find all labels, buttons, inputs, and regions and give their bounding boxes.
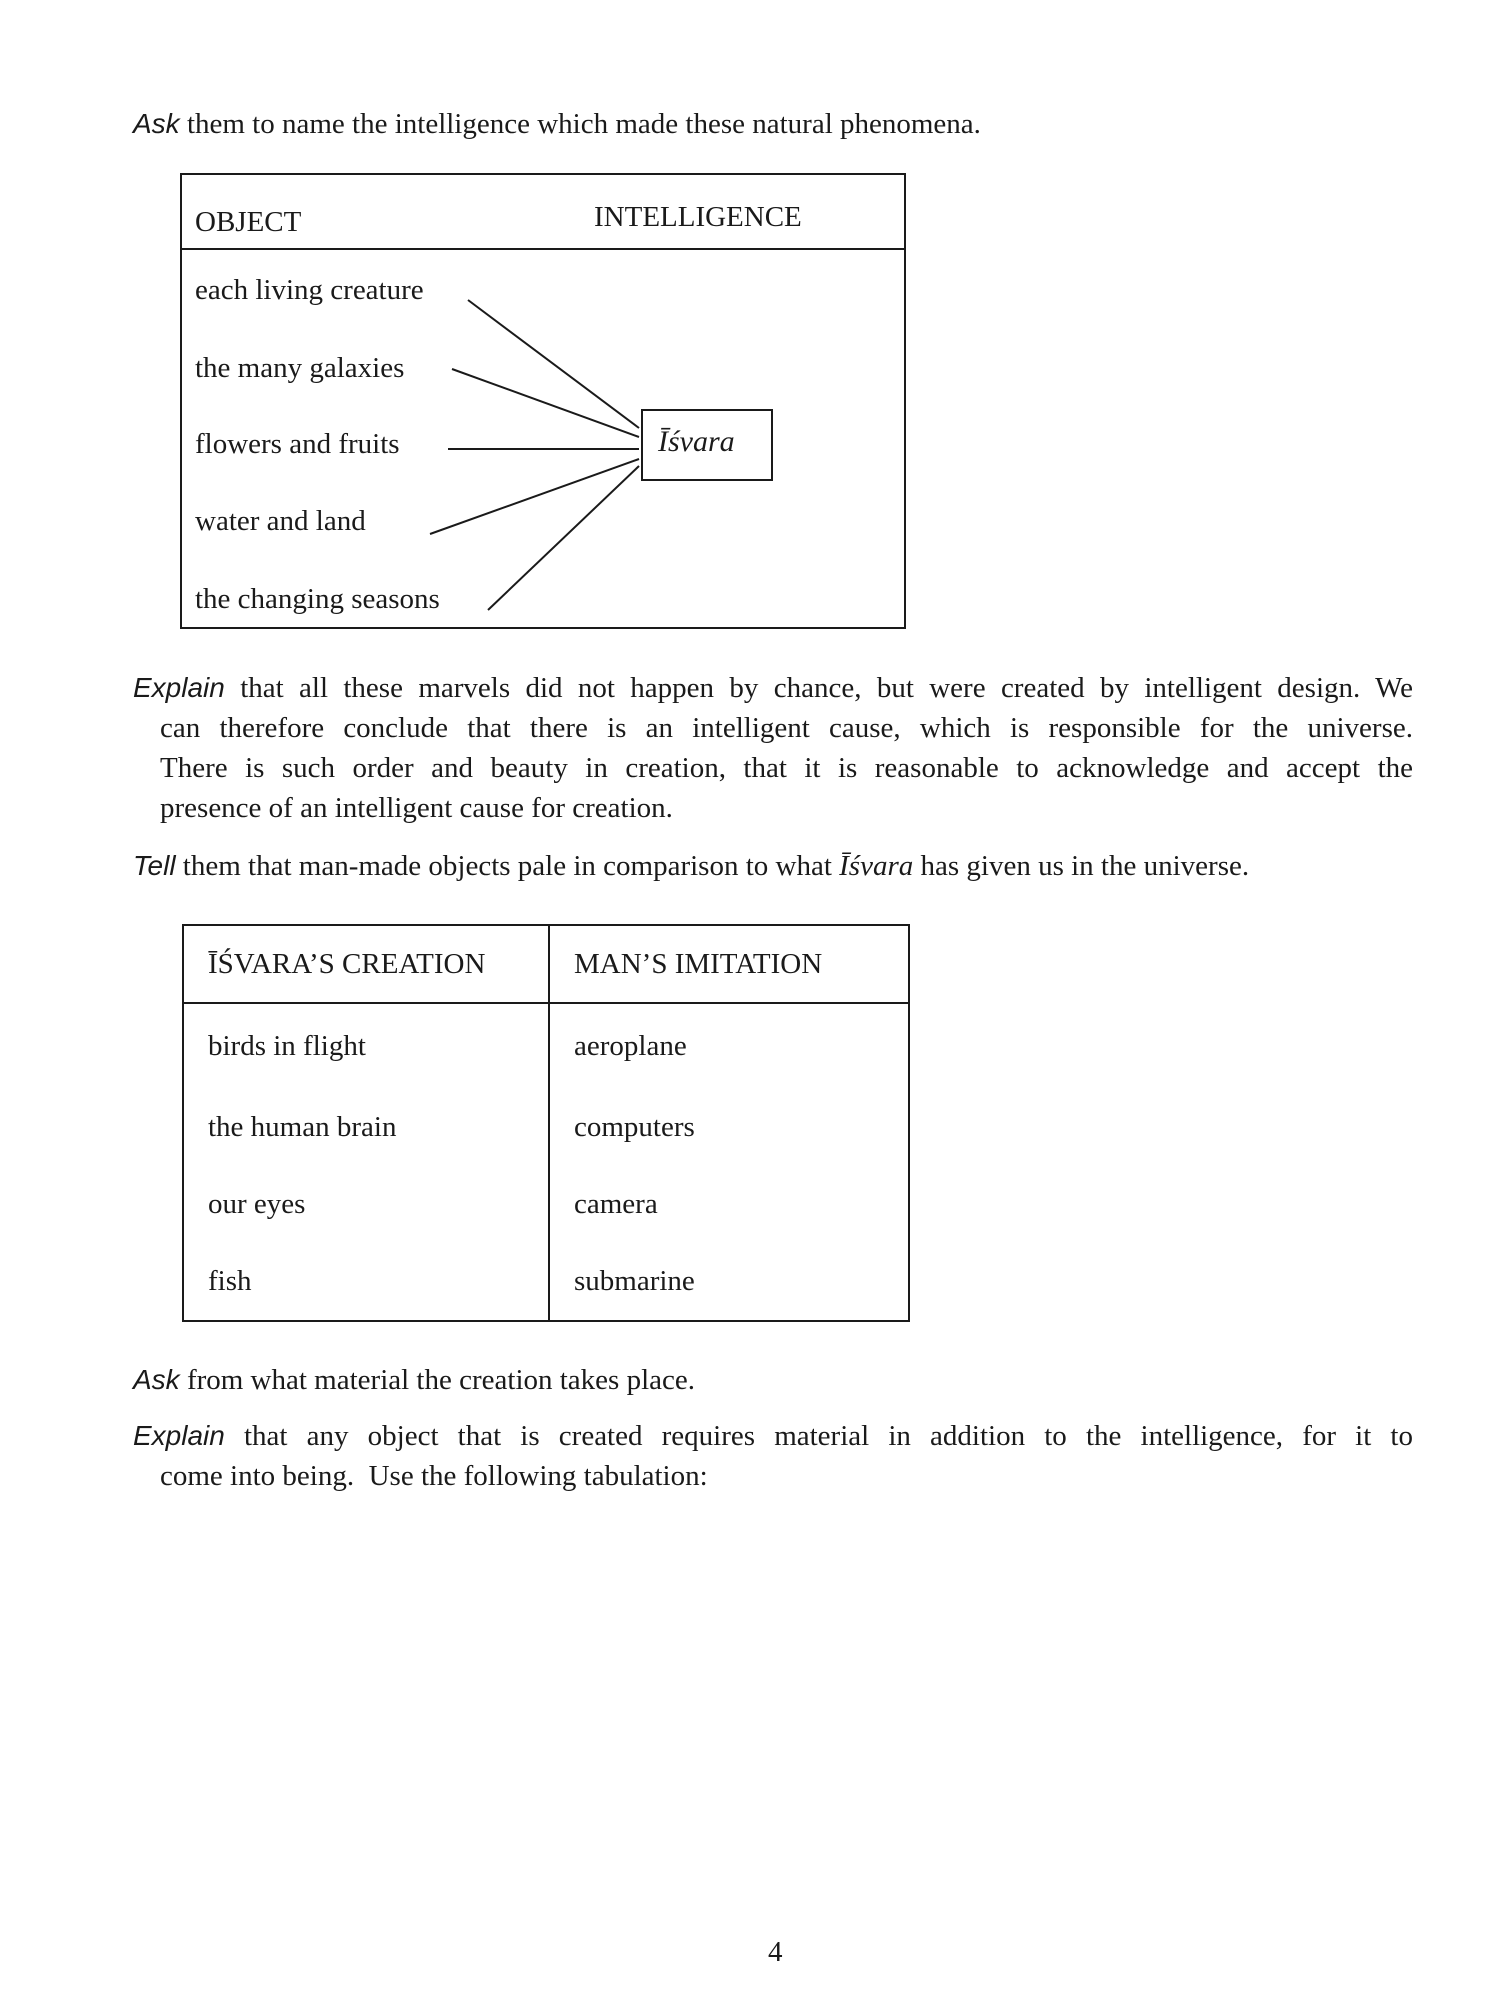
explain-paragraph-2 [133,1416,1413,1496]
keyword-ask-2: Ask [133,1364,180,1395]
object-item-3: flowers and fruits [195,428,400,460]
ask-paragraph-2: Ask from what material the creation takes place. [133,1364,696,1396]
keyword-ask: Ask [133,108,180,139]
intelligence-diagram [180,173,906,629]
object-item-4: water and land [195,505,366,537]
intro-text: them to name the intelligence which made these natural phenomena. [179,108,981,140]
table-header-row [183,925,909,1003]
explain1-line-3: There is such order and beauty in creation, that it is reasonable to acknowledge and accept the [160,752,1413,784]
table-cell: computers [549,1089,909,1166]
object-item-5: the changing seasons [195,583,440,615]
explain2-line-1: Explain that any object that is created requires material in addition to the intelligence, for it to [133,1420,1413,1452]
isvara-label: Īśvara [658,425,735,458]
explain1-line-4: presence of an intelligent cause for creation. [160,792,673,824]
table-cell: camera [549,1166,909,1243]
table-cell: submarine [549,1243,909,1321]
tell-paragraph: Tell them that man-made objects pale in comparison to what Īśvara has given us in the universe. [133,850,1250,882]
isvara-inline: Īśvara [839,850,914,882]
table-cell: the human brain [183,1089,549,1166]
table-cell: our eyes [183,1166,549,1243]
intro-paragraph [133,104,981,144]
connector-lines [180,173,906,629]
explain-paragraph-1 [133,668,1413,828]
table-cell: birds in flight [183,1003,549,1089]
header-mans-imitation: MAN’S IMITATION [549,925,909,1003]
table-row [183,1003,909,1089]
connector-line-2 [452,369,639,437]
keyword-tell: Tell [133,850,176,881]
keyword-explain: Explain [133,672,225,703]
table-row [183,1166,909,1243]
connector-line-5 [488,466,639,610]
object-item-1: each living creature [195,274,424,306]
isvara-box [641,409,773,481]
page-number: 4 [768,1936,783,1968]
header-intelligence: INTELLIGENCE [594,201,802,233]
table-row [183,1089,909,1166]
explain2-line-2: come into being. Use the following tabulation: [160,1460,708,1492]
header-object: OBJECT [195,206,302,238]
creation-imitation-table [182,924,910,1322]
table-row [183,1243,909,1321]
connector-line-1 [468,300,639,428]
explain1-line-1: Explain that all these marvels did not happen by chance, but were created by intelligent design. We [133,672,1413,704]
object-item-2: the many galaxies [195,352,405,384]
header-isvara-creation: ĪŚVARA’S CREATION [183,925,549,1003]
keyword-explain-2: Explain [133,1420,225,1451]
table-cell: aeroplane [549,1003,909,1089]
table-cell: fish [183,1243,549,1321]
explain1-line-2: can therefore conclude that there is an intelligent cause, which is responsible for the universe. [160,712,1413,744]
